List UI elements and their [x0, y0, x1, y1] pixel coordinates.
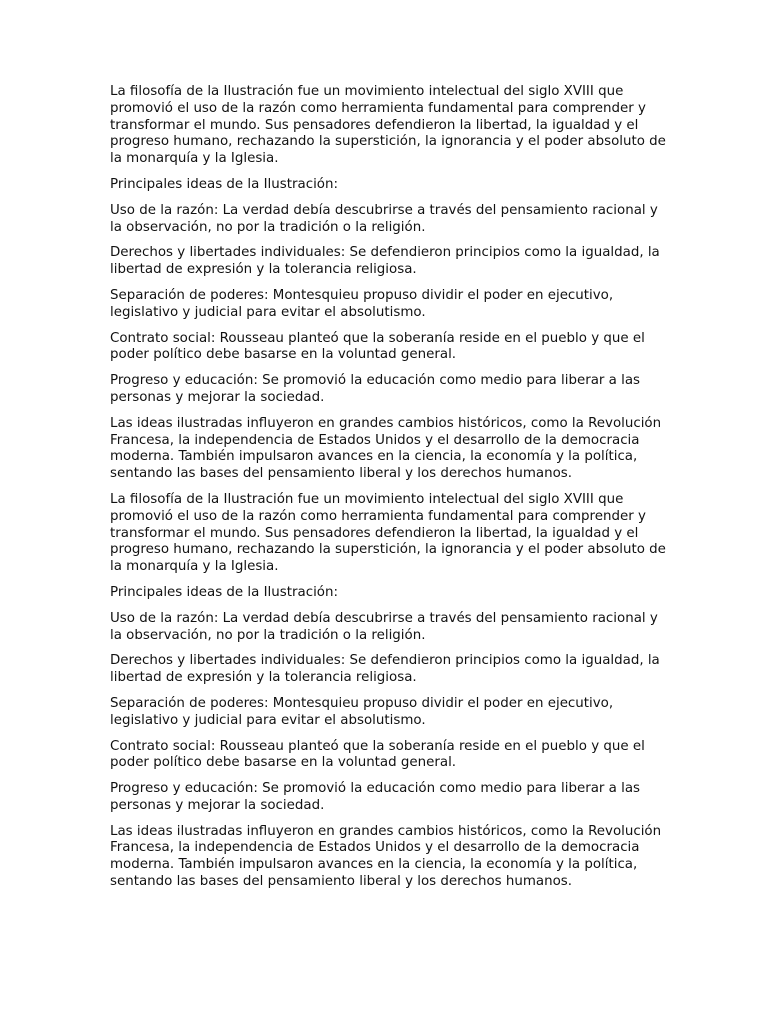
intro-paragraph: La filosofía de la Ilustración fue un movimiento intelectual del siglo XVIII que promovió el uso de la razón como herramienta fundamental para comprender y transformar el mundo. Sus pensadores defendieron la libertad, la igualdad y el progreso humano, rechazando la superstición, la ignorancia y el poder absoluto de la monarquía y la Iglesia. [110, 84, 666, 167]
idea-paragraph-rights: Derechos y libertades individuales: Se defendieron principios como la igualdad, la libertad de expresión y la tolerancia religiosa. [110, 653, 660, 686]
idea-paragraph-separation-of-powers: Separación de poderes: Montesquieu propuso dividir el poder en ejecutivo, legislativo y judicial para evitar el absolutismo. [110, 287, 614, 320]
section-heading: Principales ideas de la Ilustración: [110, 176, 338, 192]
idea-paragraph-social-contract: Contrato social: Rousseau planteó que la soberanía reside en el pueblo y que el poder político debe basarse en la voluntad general. [110, 330, 645, 363]
influence-paragraph: Las ideas ilustradas influyeron en grandes cambios históricos, como la Revolución Francesa, la independencia de Estados Unidos y el desarrollo de la democracia moderna. También impulsaron avances en la ciencia, la economía y la política, sentando las bases del pensamiento liberal y los derechos humanos. [110, 823, 662, 890]
document-page [110, 84, 670, 900]
section-heading: Principales ideas de la Ilustración: [110, 584, 338, 600]
idea-paragraph-social-contract: Contrato social: Rousseau planteó que la soberanía reside en el pueblo y que el poder político debe basarse en la voluntad general. [110, 738, 645, 771]
intro-paragraph: La filosofía de la Ilustración fue un movimiento intelectual del siglo XVIII que promovió el uso de la razón como herramienta fundamental para comprender y transformar el mundo. Sus pensadores defendieron la libertad, la igualdad y el progreso humano, rechazando la superstición, la ignorancia y el poder absoluto de la monarquía y la Iglesia. [110, 491, 666, 575]
idea-paragraph-reason: Uso de la razón: La verdad debía descubrirse a través del pensamiento racional y la observación, no por la tradición o la religión. [110, 202, 658, 235]
influence-paragraph: Las ideas ilustradas influyeron en grandes cambios históricos, como la Revolución Francesa, la independencia de Estados Unidos y el desarrollo de la democracia moderna. También impulsaron avances en la ciencia, la economía y la política, sentando las bases del pensamiento liberal y los derechos humanos. [110, 415, 662, 482]
idea-paragraph-rights: Derechos y libertades individuales: Se defendieron principios como la igualdad, la libertad de expresión y la tolerancia religiosa. [110, 245, 660, 278]
idea-paragraph-progress-education: Progreso y educación: Se promovió la educación como medio para liberar a las personas y mejorar la sociedad. [110, 373, 641, 405]
idea-paragraph-progress-education: Progreso y educación: Se promovió la educación como medio para liberar a las personas y mejorar la sociedad. [110, 781, 641, 813]
idea-paragraph-reason: Uso de la razón: La verdad debía descubrirse a través del pensamiento racional y la observación, no por la tradición o la religión. [110, 610, 658, 643]
idea-paragraph-separation-of-powers: Separación de poderes: Montesquieu propuso dividir el poder en ejecutivo, legislativo y judicial para evitar el absolutismo. [110, 695, 614, 728]
